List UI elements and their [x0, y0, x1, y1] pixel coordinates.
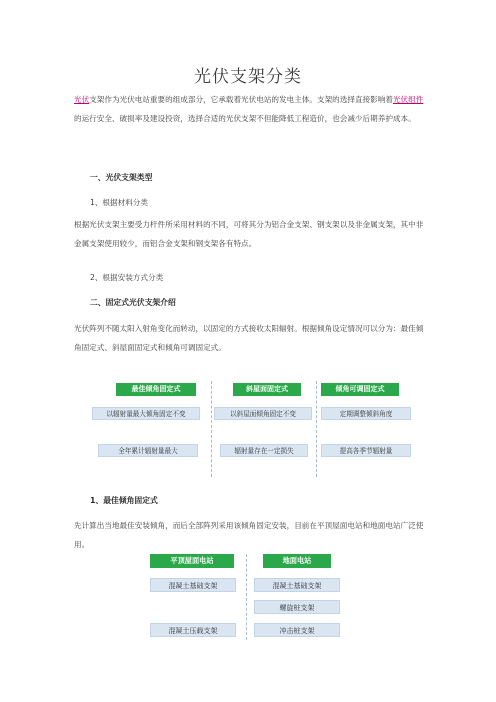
- intro-text-1: 支架作为光伏电站重要的组成部分，它承载着光伏电站的发电主体。支架的选择直接影响着: [89, 95, 393, 104]
- cell-adjustable-row2: 提高各季节辐射量: [321, 444, 411, 457]
- optimal-station-diagram: [148, 554, 348, 640]
- diagram-separator: [246, 554, 247, 640]
- subheading-material: 1、根据材料分类: [90, 198, 148, 207]
- link-guangfu-zujian[interactable]: 光伏组件: [392, 95, 424, 104]
- intro-text-2: 的运行安全、破损率及建设投资，选择合适的光伏支架不但能降低工程造价，也会减少后期养护成本。: [74, 114, 416, 123]
- section-heading-optimal: 1、最佳倾角固定式: [90, 496, 158, 505]
- cell-flat-concrete-foundation: 混凝土基础支架: [150, 578, 236, 592]
- cell-ground-screw-pile: 螺旋桩支架: [254, 600, 340, 614]
- fixed-type-diagram: [90, 381, 424, 477]
- header-optimal-tilt: 最佳倾角固定式: [116, 383, 196, 396]
- fixed-paragraph: 光伏阵列不随太阳入射角变化而转动，以固定的方式接收太阳辐射。根据倾角设定情况可以分为：最佳倾角固定式、斜屋面固定式和倾角可调固定式。: [74, 324, 424, 352]
- cell-ground-concrete-foundation: 混凝土基础支架: [254, 578, 340, 592]
- cell-flat-concrete-ballast: 混凝土压载支架: [150, 623, 236, 637]
- subheading-install: 2、根据安装方式分类: [90, 273, 164, 282]
- cell-optimal-row1: 以辐射量最大倾角固定不变: [92, 407, 200, 420]
- material-paragraph: 根据光伏支架主要受力杆件所采用材料的不同，可将其分为铝合金支架、钢支架以及非金属支架，其中非金属支架使用较少，而铝合金支架和钢支架各有特点。: [74, 220, 424, 248]
- document-title: 光伏支架分类: [194, 67, 302, 87]
- cell-optimal-row2: 全年累计辐射量最大: [98, 444, 198, 457]
- header-sloped-roof: 斜屋面固定式: [233, 383, 301, 396]
- section-heading-types: 一、光伏支架类型: [90, 173, 153, 182]
- cell-adjustable-row1: 定期调整倾斜角度: [321, 407, 411, 420]
- link-guangfu[interactable]: 光伏: [74, 95, 90, 104]
- cell-sloped-row1: 以斜屋面倾角固定不变: [214, 407, 312, 420]
- diagram-separator: [316, 381, 317, 477]
- diagram-separator: [211, 381, 212, 477]
- section-heading-fixed: 二、固定式光伏支架介绍: [90, 298, 176, 307]
- cell-ground-impact-pile: 冲击桩支架: [254, 623, 340, 637]
- header-adjustable-tilt: 倾角可调固定式: [321, 383, 399, 396]
- optimal-paragraph: 先计算出当地最佳安装倾角，而后全部阵列采用该倾角固定安装，目前在平顶屋面电站和地面电站广泛使用。: [74, 521, 424, 549]
- intro-paragraph: [74, 90, 426, 128]
- header-ground-station: 地面电站: [263, 554, 331, 568]
- header-flat-roof-station: 平顶屋面电站: [150, 554, 234, 568]
- cell-sloped-row2: 辐射量存在一定损失: [220, 444, 308, 457]
